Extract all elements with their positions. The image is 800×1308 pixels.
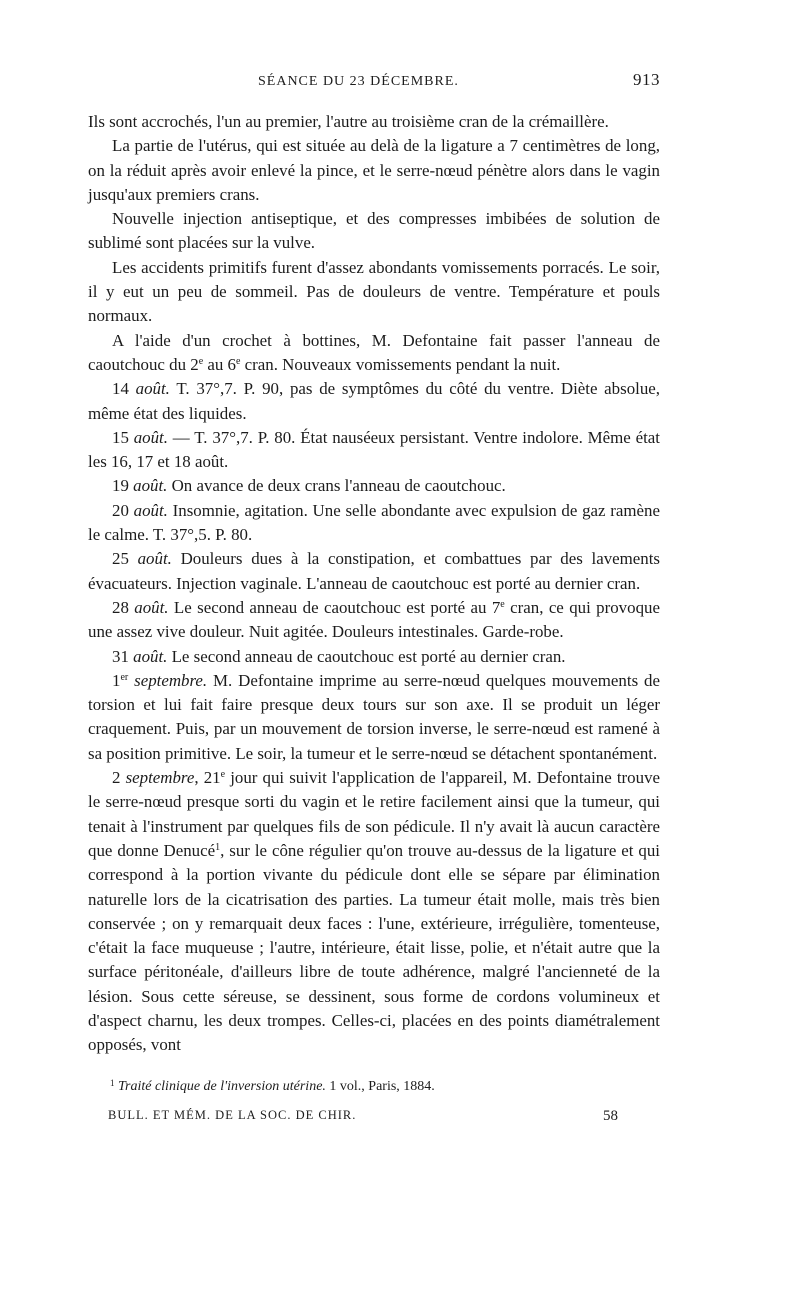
signature-number: 58 (603, 1107, 618, 1124)
text-segment: , 21 (194, 768, 221, 788)
text-segment: Ils sont accrochés, l'un au premier, l'autre au troisième cran de la crémaillère. (88, 112, 609, 131)
date-label: août. (133, 646, 168, 666)
text-segment: M. Defontaine imprime au serre-nœud quelques mouvements de torsion et lui fait faire presque deux tours sur son axe. Il se produit un léger craquement. Puis, par un mouvement de torsion inverse, le serre-nœud est ramené à sa position primitive. Le soir, la tumeur et le serre-nœud se détachent spontanément. (88, 670, 660, 763)
text-segment: 1 (112, 670, 121, 690)
footnote (88, 1078, 660, 1096)
paragraph (88, 134, 660, 207)
date-label: août. (133, 476, 168, 496)
paragraph (88, 256, 660, 329)
date-label: août. (135, 379, 170, 399)
text-segment: 2 (112, 768, 126, 788)
paragraph (88, 645, 660, 669)
text-segment: cran, ce qui provoque une assez vive douleur. Nuit agitée. Douleurs intestinales. Garde-robe. (88, 597, 660, 642)
text-segment: 28 (112, 597, 135, 617)
text-segment: Douleurs dues à la constipation, et combattues par des lavements évacuateurs. Injection vaginale. L'anneau de caoutchouc est porté au dernier cran. (88, 549, 660, 593)
text-segment: 15 (112, 427, 134, 447)
text-segment: 25 (112, 549, 138, 569)
document-page (88, 70, 660, 1125)
text-segment: Les accidents primitifs furent d'assez abondants vomissements porracés. Le soir, il y eut un peu de sommeil. Pas de douleurs de ventre. Température et pouls normaux. (88, 257, 660, 326)
text-segment: On avance de deux crans l'anneau de caoutchouc. (167, 476, 506, 496)
superscript: e (198, 355, 204, 367)
paragraph (88, 547, 660, 596)
date-label: août. (137, 549, 172, 569)
text-segment: 31 (112, 646, 134, 666)
footnote-marker: 1 (110, 1077, 115, 1088)
footnote-details: 1 vol., Paris, 1884. (325, 1078, 435, 1094)
text-segment: , sur le cône régulier qu'on trouve au-dessus de la ligature et qui correspond à la portion vivante du pédicule dont elle se sépare par élimination naturelle lors de la cicatrisation des parties. La tumeur était molle, mais très bien conservée ; on y remarquait deux faces : l'une, extérieure, irrégulière, tomenteuse, c'était la face muqueuse ; l'autre, intérieure, était lisse, polie, et n'était autre que la surface péritonéale, d'ailleurs libre de toute adhérence, malgré l'ancienneté de la lésion. Sous cette séreuse, se dessinent, sous forme de cordons volumineux et d'aspect charnu, les deux trompes. Celles-ci, placées en des points diamétralement opposés, vont (88, 840, 660, 1055)
date-label: septembre (125, 768, 195, 788)
superscript: e (220, 769, 226, 781)
text-segment: Le second anneau de caoutchouc est porté au dernier cran. (167, 646, 566, 666)
text-segment: jour qui suivit l'application de l'appareil, M. Defontaine trouve le serre-nœud presque sorti du vagin et le retire facilement ainsi que la tumeur, qui tenait à l'instrument par quelques fils de son pédicule. Il n'y avait là aucun caractère que donne Denucé (88, 768, 661, 860)
superscript: er (120, 671, 129, 683)
text-segment: A l'aide d'un crochet à bottines, M. Defontaine fait passer l'anneau de caoutchouc du 2 (88, 330, 660, 374)
text-segment: au 6 (203, 354, 236, 374)
paragraph (88, 766, 660, 1058)
text-segment: Le second anneau de caoutchouc est porté au 7 (168, 597, 501, 617)
text-segment: cran. Nouveaux vomissements pendant la nuit. (240, 354, 561, 374)
footnote-title: Traité clinique de l'inversion utérine. (118, 1078, 326, 1094)
text-segment: La partie de l'utérus, qui est située au delà de la ligature a 7 centimètres de long, on la réduit après avoir enlevé la pince, et le serre-nœud pénètre alors dans le vagin jusqu'aux premiers crans. (88, 136, 660, 204)
page-footer (88, 1108, 660, 1125)
date-label: septembre. (134, 670, 208, 690)
date-label: août. (133, 427, 168, 447)
page-number: 913 (633, 70, 660, 89)
running-header (88, 70, 660, 90)
paragraph (88, 474, 660, 498)
paragraph (88, 426, 660, 475)
text-segment: 14 (112, 379, 136, 399)
paragraph (88, 499, 660, 548)
paragraph (88, 596, 660, 645)
superscript: e (500, 598, 505, 610)
paragraph (88, 110, 660, 134)
paragraph (88, 329, 660, 378)
text-segment: 20 (112, 500, 134, 520)
date-label: août. (134, 597, 169, 617)
text-segment: — T. 37°,7. P. 80. État nauséeux persistant. Ventre indolore. Même état les 16, 17 et 18 août. (88, 427, 660, 472)
date-label: août. (133, 500, 168, 520)
text-segment: T. 37°,7. P. 90, pas de symptômes du côté du ventre. Diète absolue, même état des liquides. (88, 379, 661, 423)
publication-title: BULL. ET MÉM. DE LA SOC. DE CHIR. (108, 1107, 357, 1122)
superscript: 1 (215, 841, 221, 853)
text-segment: Nouvelle injection antiseptique, et des compresses imbibées de solution de sublimé sont placées sur la vulve. (88, 209, 660, 253)
paragraph (88, 669, 660, 766)
text-segment: Insomnie, agitation. Une selle abondante avec expulsion de gaz ramène le calme. T. 37°,5. P. 80. (88, 500, 660, 545)
body-text (88, 110, 660, 1058)
paragraph (88, 207, 660, 256)
superscript: e (236, 355, 241, 367)
running-title: SÉANCE DU 23 DÉCEMBRE. (258, 74, 459, 89)
text-segment: 19 (112, 476, 134, 496)
paragraph (88, 377, 660, 426)
